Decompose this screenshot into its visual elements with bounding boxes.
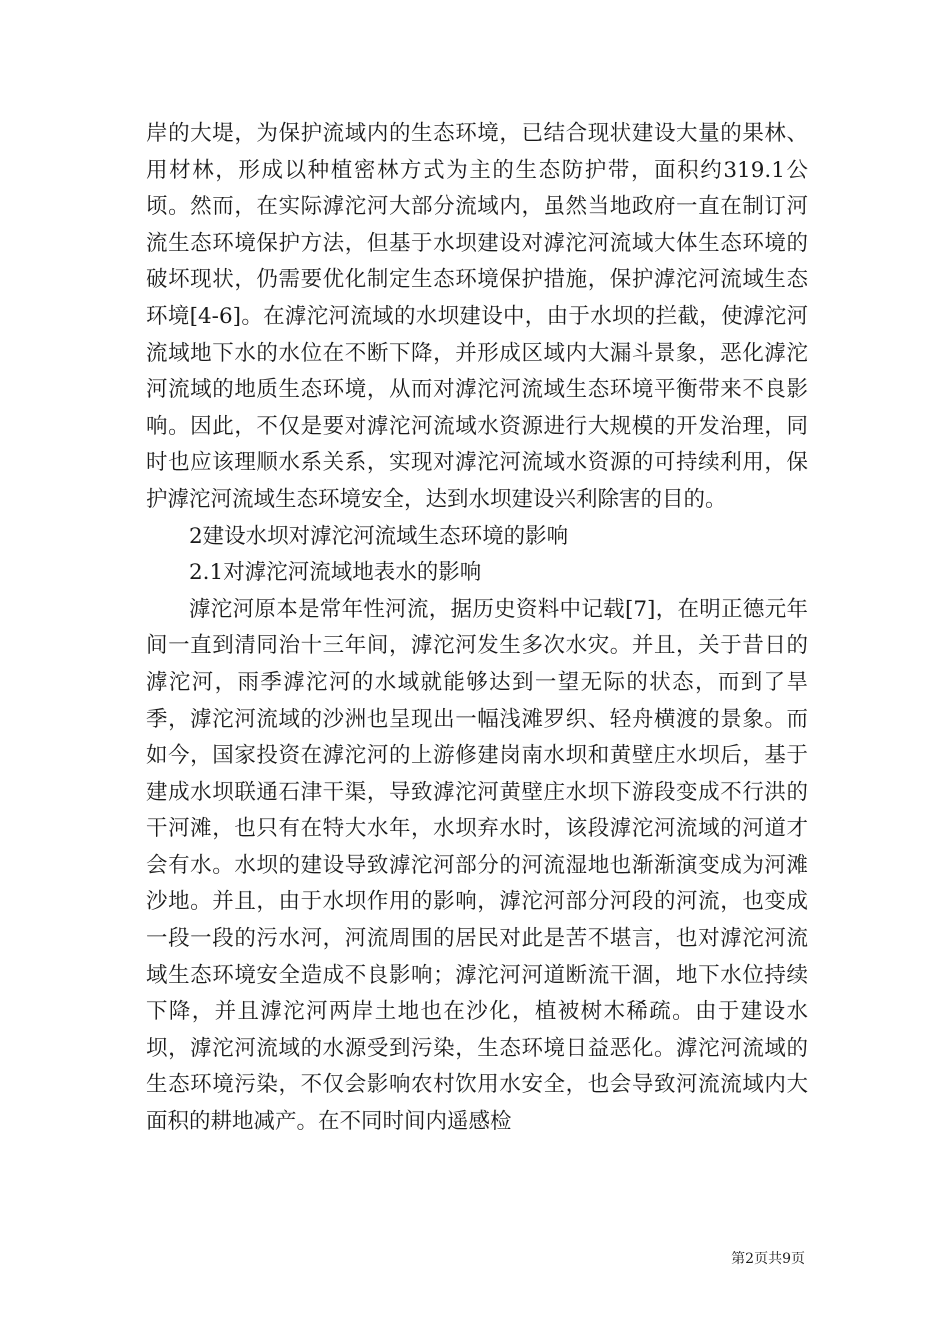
body-paragraph: 滹沱河原本是常年性河流，据历史资料中记载[7]，在明正德元年间一直到清同治十三年间，滹沱河发生多次水灾。并且，关于昔日的滹沱河，雨季滹沱河的水域就能够达到一望无际的状态，而到了旱季，滹沱河流域的沙洲也呈现出一幅浅滩罗织、轻舟横渡的景象。而如今，国家投资在滹沱河的上游修建岗南水坝和黄壁庄水坝后，基于建成水坝联通石津干渠，导致滹沱河黄壁庄水坝下游段变成不行洪的干河滩，也只有在特大水年，水坝弃水时，该段滹沱河流域的河道才会有水。水坝的建设导致滹沱河部分的河流湿地也渐渐演变成为河滩沙地。并且，由于水坝作用的影响，滹沱河部分河段的河流，也变成一段一段的污水河，河流周围的居民对此是苦不堪言，也对滹沱河流域生态环境安全造成不良影响；滹沱河河道断流干涸，地下水位持续下降，并且滹沱河两岸土地也在沙化，植被树木稀疏。由于建设水坝，滹沱河流域的水源受到污染，生态环境日益恶化。滹沱河流域的生态环境污染，不仅会影响农村饮用水安全，也会导致河流流域内大面积的耕地减产。在不同时间内遥感检 — [146, 596, 808, 1135]
document-body — [146, 116, 808, 1141]
section-heading: 2建设水坝对滹沱河流域生态环境的影响 — [189, 523, 569, 549]
subsection-heading: 2.1对滹沱河流域地表水的影响 — [189, 560, 482, 586]
body-paragraph-continued: 岸的大堤，为保护流域内的生态环境，已结合现状建设大量的果林、用材林，形成以种植密林方式为主的生态防护带，面积约319.1公顷。然而，在实际滹沱河大部分流域内，虽然当地政府一直在制订河流生态环境保护方法，但基于水坝建设对滹沱河流域大体生态环境的破坏现状，仍需要优化制定生态环境保护措施，保护滹沱河流域生态环境[4-6]。在滹沱河流域的水坝建设中，由于水坝的拦截，使滹沱河流域地下水的水位在不断下降，并形成区域内大漏斗景象，恶化滹沱河流域的地质生态环境，从而对滹沱河流域生态环境平衡带来不良影响。因此，不仅是要对滹沱河流域水资源进行大规模的开发治理，同时也应该理顺水系关系，实现对滹沱河流域水资源的可持续利用，保护滹沱河流域生态环境安全，达到水坝建设兴利除害的目的。 — [146, 121, 808, 512]
page-number: 第2页共9页 — [731, 1251, 805, 1267]
